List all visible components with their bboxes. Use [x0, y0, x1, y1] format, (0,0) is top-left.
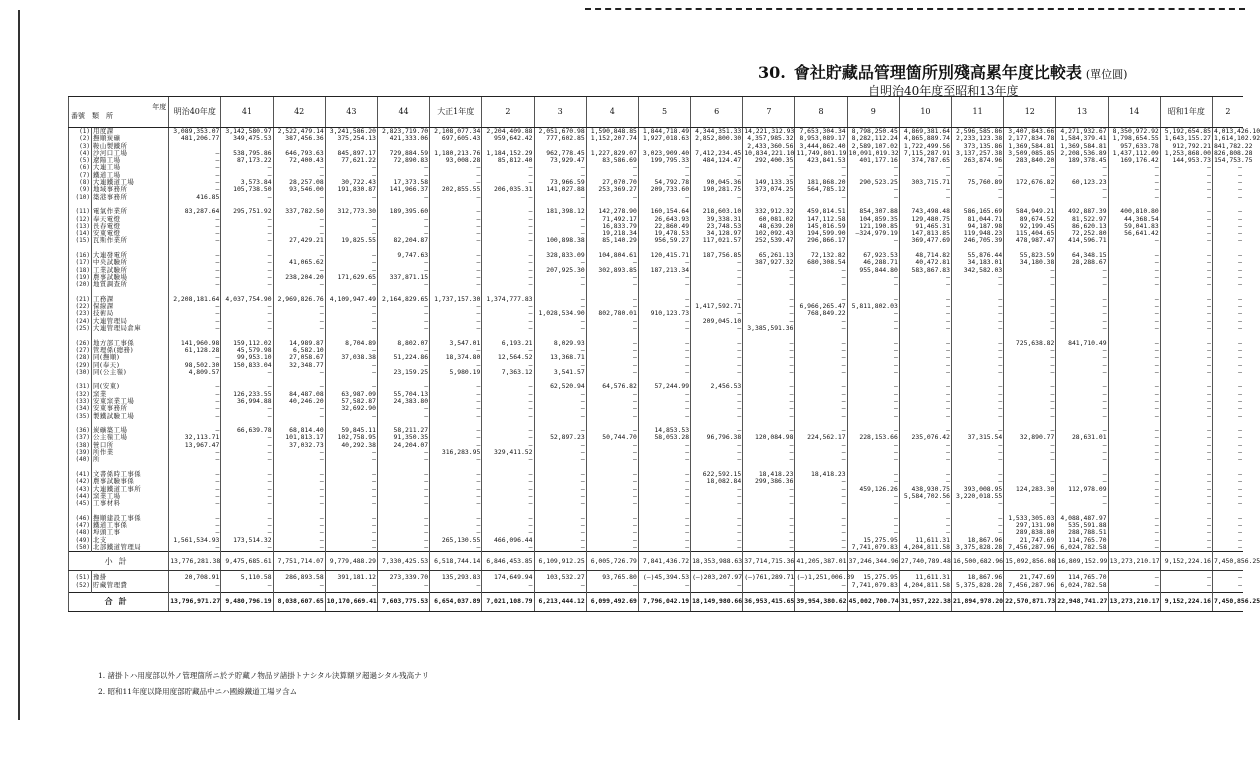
adjust-values: 20,708.91 —: [169, 571, 221, 593]
page-edge-left: [18, 10, 20, 720]
total-value: 10,170,669.41: [325, 592, 377, 611]
year-values: 2,108,077.34 697,605.43 1,180,213.76 93,008.28 — — — 202,855.55 — — — — — — — — — — — 1,737,157.30 — — — — 3,547.01 — 18,374.80 — 5,980.19 — — — — — — — — 316,283.95 — — — — — — — — — 265,130.55 —: [430, 128, 482, 552]
subtotal-value: 9,152,224.16: [1160, 552, 1212, 571]
row-names: 用度課 撫順炭礦 鞍山製鐵所 沙河口工場 遼陽工場 大連工場 鐵道工場 大連鐵道工場 地域事務所 築港事務所 電氣作業所 奉天電燈 長春電燈 安東電燈 瓦斯作業所 大連發電所 中央試驗所 工業試驗所 農事試驗場 地質調查所 工務課 保線課 技術局 大連管理局 大連管理局倉庫 地方部工事係 管理係(總務) 同(撫順) 同(奉天) 同(公主嶺) 同(安東) 窯業 安東窯業工場 安東事務所 製鐵試驗工場 炭礦築工場 公主嶺工場 營口所 所作業 所 文書係時工事係 農事試驗事係 大連鐵道工事所 窯業工場 工事材料 撫順建設工事係 鐵道工事係 埠頭工事 北支 北部鐵道管理局: [91, 128, 168, 552]
adjust-values: 286,893.58 —: [273, 571, 325, 593]
total-value: 7,021,108.79: [482, 592, 534, 611]
adjustment-rows: [69, 571, 1244, 593]
adjust-values: 21,747.69 7,456,287.96: [1004, 571, 1056, 593]
table-number: 30.: [758, 63, 786, 82]
adjust-values: 11,611.31 4,204,811.58: [899, 571, 951, 593]
total-value: 18,149,980.66: [691, 592, 743, 611]
subtotal-value: 7,330,425.53: [377, 552, 429, 571]
year-header: 44: [377, 97, 429, 128]
total-value: 31,957,222.38: [899, 592, 951, 611]
subtotal-value: 15,092,856.08: [1004, 552, 1056, 571]
subtotal-value: 41,205,387.01: [795, 552, 847, 571]
year-header: 3: [534, 97, 586, 128]
total-value: 22,948,741.27: [1056, 592, 1108, 611]
adjust-values: 5,110.58 —: [221, 571, 273, 593]
total-value: 39,954,380.62: [795, 592, 847, 611]
year-header: 6: [691, 97, 743, 128]
year-values: 4,271,932.67 1,584,379.41 1,369,584.81 2,208,536.89 189,378.45 — — 60,123.23 — — 492,887.39 81,522.97 86,620.13 72,252.80 414,596.71 64,348.15 28,288.67 — — — — — — — — 841,710.49 — — — — — — — — — — 28,631.01 — — — — — 112,978.09 — — 4,088,487.97 535,591.88 288,788.51 114,765.70 6,024,782.58: [1056, 128, 1108, 552]
year-header: 8: [795, 97, 847, 128]
subtotal-value: 9,475,685.61: [221, 552, 273, 571]
page-edge-top: [585, 8, 1245, 13]
subtotal-value: 7,841,436.72: [638, 552, 690, 571]
subtotal-value: 7,751,714.07: [273, 552, 325, 571]
year-values: 14,221,312.93 4,357,985.32 2,433,360.56 10,834,221.10 292,400.35 — — 149,133.35 373,074.25 — 332,912.32 60,081.02 48,639.20 102,092.43 252,539.47 65,261.13 387,927.32 — — — — — — — 3,385,591.36 — — — — — — — — — — — 120,084.98 — — — 18,418.23 299,386.36 — — — — — — — —: [744, 127, 795, 551]
year-header: 昭和1年度: [1160, 97, 1212, 128]
year-header: 14: [1108, 97, 1160, 128]
total-value: 9,480,796.19: [221, 592, 273, 611]
total-value: 6,654,037.89: [430, 592, 482, 611]
year-values: 4,344,351.33 2,852,800.30 7,412,234.45 484,124.47 — — 90,045.36 190,281.75 — 218,603.10 39,338.31 23,748.53 34,128.97 117,021.57 187,756.85 — — — — — 1,417,592.71 — 209,045.10 — — — — — — 2,456.53 — — — — — 96,796.38 — — — 622,592.15 18,082.84 — — — — — — — —: [691, 128, 743, 552]
year-header: 5: [638, 97, 690, 128]
data-table: [68, 96, 1260, 612]
subtotal-value: 18,353,988.63: [691, 552, 743, 571]
corner-header: [69, 97, 169, 128]
data-table-wrapper: [68, 96, 1260, 612]
year-header: 42: [273, 97, 325, 128]
year-values: 1,590,848.85 1,152,207.74 1,227,829.07 83,586.69 — — 27,070.70 253,369.27 — 142,278.90 71,492.17 16,833.79 19,218.34 85,140.29 104,804.61 — 302,893.85 — — — — 802,780.01 — — — — — — — 64,576.82 — — — — — 50,744.70 — — — — — — — — — — — — —: [586, 128, 638, 552]
year-header: 4: [586, 97, 638, 128]
adjust-values: 15,275.95 7,741,079.83: [847, 571, 899, 593]
subtotal-value: 6,518,744.14: [430, 552, 482, 571]
total-label: 合計: [69, 592, 169, 611]
adjust-values: 273,339.70 —: [377, 571, 429, 593]
total-value: 6,099,492.69: [586, 592, 638, 611]
total-value: 7,796,042.19: [638, 592, 690, 611]
total-value: 13,273,210.17: [1108, 592, 1160, 611]
year-header: 11: [952, 97, 1004, 128]
row-numbers: (1) (2) (3) (4) (5) (6) (7) (8) (9) (10) (11) (12) (13) (14) (15) (16) (17) (18) (19) (20) (21) (22) (23) (24) (25) (26) (27) (28) (29) (30) (31) (32) (33) (34) (35) (36) (37) (38) (39) (40) (41) (42) (43) (44) (45) (46) (47) (48) (49) (50): [69, 128, 92, 552]
subtotal-value: 16,809,152.99: [1056, 552, 1108, 571]
table-subtitle: 自明治40年度至昭和13年度: [868, 84, 1019, 98]
body-rows: [69, 128, 1244, 552]
subtotal-value: 9,779,488.29: [325, 552, 377, 571]
adjust-row-names: 豫掛 貯藏管理費: [91, 571, 168, 593]
adjust-values: — —: [1160, 571, 1212, 593]
total-value: 36,953,415.65: [743, 592, 795, 611]
adjust-values: 93,765.80 —: [586, 571, 638, 593]
year-values: 2,051,670.98 777,602.85 962,778.45 73,929.47 — — 73,966.59 141,027.88 — 181,398.12 — — — 100,898.38 328,833.09 — 207,925.30 — — — — 1,028,534.90 — — 8,029.93 — 13,368.71 — 3,541.57 62,520.94 — — — — — 52,897.23 — — — — — — — — — — — — —: [534, 128, 586, 552]
year-values: 8,798,250.45 8,282,112.24 2,589,107.02 10,091,019.32 401,177.16 — — 290,523.25 — — 854,307.88 104,859.35 121,190.85 —324,979.19 — 67,923.53 46,288.71 955,844.80 — — — 5,811,802.03 — — — — — — — — — — — — — — 228,153.66 — — — — — 459,126.26 — — — — — 15,275.95 7,741,079.83: [848, 127, 899, 551]
adjust-values: 103,532.27 —: [534, 571, 586, 593]
subtotal-value: 6,109,912.25: [534, 552, 586, 571]
year-values: 4,013,426.10 1,614,102.92 841,782.22 826,808.28 154,753.75 — — — — — — — — — — — — — — — — — — — — — — — — — — — — — — — — — — — — — — — — — — — — —: [1213, 127, 1260, 551]
year-header: 2: [1212, 97, 1243, 128]
year-header: 41: [221, 97, 273, 128]
adjust-values: (—)1,251,006.39 —: [795, 571, 847, 593]
total-value: 8,038,607.65: [273, 592, 325, 611]
table-title-text: 會社貯藏品管理箇所別殘高累年度比較表: [793, 63, 1082, 82]
header-row: [69, 97, 1244, 128]
adjust-values: (—)203,207.97 —: [691, 571, 743, 593]
subtotal-value: 6,005,726.79: [586, 552, 638, 571]
subtotal-value: 13,776,281.38: [169, 552, 221, 571]
year-header: 13: [1056, 97, 1108, 128]
subtotal-value: 16,500,682.96: [952, 552, 1004, 571]
adjust-values: (—)45,394.53 —: [638, 571, 690, 593]
adjust-values: 114,765.70 6,024,782.58: [1056, 571, 1108, 593]
adjust-values: — —: [1108, 571, 1160, 593]
subtotal-value: 37,714,715.36: [743, 552, 795, 571]
year-values: 7,653,304.34 8,953,089.17 3,444,862.40 11,749,801.19 423,841.53 — — 181,868.20 564,785.12 — 459,814.51 147,112.58 145,016.59 194,599.90 296,866.17 72,132.82 680,308.54 — — — — 6,966,265.47 768,849.22 — — — — — — — — — — — — — 224,562.17 — — — 18,418.23 — — — — — — — — —: [796, 127, 847, 551]
unit-label: (單位圓): [1085, 68, 1128, 81]
adjust-row-numbers: (51) (52): [69, 571, 92, 593]
subtotal-row: [69, 552, 1244, 571]
year-header: 明治40年度: [169, 97, 221, 128]
subtotal-value: 6,846,453.85: [482, 552, 534, 571]
subtotal-label: 小計: [69, 552, 169, 571]
adjust-values: 174,649.94 —: [482, 571, 534, 593]
adjust-values: 135,293.83 —: [430, 571, 482, 593]
year-header: 7: [743, 97, 795, 128]
adjust-values: — —: [1212, 571, 1243, 593]
year-values: 5,192,654.85 1,643,155.27 912,792.21 1,253,868.00 144,953.73 — — — — — — — — — — — — — — — — — — — — — — — — — — — — — — — — — — — — — — — — — — — — —: [1160, 128, 1212, 552]
total-value: 13,796,971.27: [169, 592, 221, 611]
total-value: 9,152,224.16: [1160, 592, 1212, 611]
year-values: 3,241,586.20 375,254.13 845,897.17 77,621.22 — — 30,722.43 191,830.87 — 312,773.30 — — — 19,825.55 — — — 171,629.65 — 4,109,947.49 — — — — 8,704.89 — 37,038.38 — — — 63,987.09 57,582.87 32,692.90 — 59,845.11 102,758.95 40,292.38 — — — — — — — — — — — —: [325, 128, 377, 552]
year-values: 2,596,585.86 2,233,123.38 373,135.86 3,137,257.38 263,874.96 — — 75,760.89 — — 586,165.69 81,044.71 94,187.98 119,948.23 246,705.39 55,876.44 34,183.01 342,582.03 — — — — — — — — — — — — — — — — — — 37,315.54 — — — — — 393,008.95 3,220,018.55 — — — — 18,867.96 3,375,828.28: [952, 128, 1004, 552]
subtotal-value: 37,246,344.96: [847, 552, 899, 571]
adjust-values: 391,181.12 —: [325, 571, 377, 593]
footnotes: [98, 668, 429, 700]
subtotal-value: 27,740,789.48: [899, 552, 951, 571]
year-header: 大正1年度: [430, 97, 482, 128]
year-header: 10: [899, 97, 951, 128]
total-value: 6,213,444.12: [534, 592, 586, 611]
year-values: 1,844,718.49 1,927,018.63 3,023,909.40 199,795.33 — — 54,792.78 209,733.60 — 160,154.64 26,643.93 22,860.49 19,478.53 956,59.27 120,415.71 — 187,213.34 — — — — 910,123.73 — — — — — — — 57,244.99 — — — — 14,853.53 58,053.28 — — — — — — — — — — — — —: [638, 128, 690, 552]
total-row: [69, 592, 1244, 611]
year-values: 2,522,479.14 387,456.36 646,793.63 72,400.43 — — 28,257.08 93,546.00 — 337,782.50 — — — 27,429.21 — 41,065.62 — 238,204.20 — 2,969,826.76 — — — — 14,989.87 6,582.10 27,058.67 32,348.77 — — 84,487.08 40,246.20 — — 68,814.40 101,813.17 37,032.73 — — — — — — — — — — — —: [273, 128, 325, 552]
year-values: 3,089,353.07 481,206.77 — — — — — — 416.85 83,287.64 — — — — — — — — — 2,208,181.64 — — — — 141,960.98 61,128.28 — 98,502.30 4,809.57 — — — — — — 32,113.71 13,967.47 — — — — — — — — — — 1,561,534.93 —: [169, 128, 221, 552]
year-values: 4,869,381.64 4,865,889.74 1,722,499.56 7,115,287.91 374,787.65 — — 303,715.71 — — 743,498.48 129,480.75 91,465.31 147,813.85 369,477.69 48,714.82 40,472.81 583,867.83 — — — — — — — — — — — — — — — — — — 235,076.42 — — — — — 438,930.75 5,584,702.56 — — — — 11,611.31 4,204,811.58: [899, 128, 951, 552]
corner-category-label: 番號 類 所: [71, 112, 113, 120]
year-header: 2: [482, 97, 534, 128]
year-values: 2,823,719.70 421,333.06 729,884.59 72,890.83 — — 17,373.58 141,966.37 — 189,395.60 — — — 82,204.87 9,747.63 — — 337,871.15 — 2,164,829.65 — — — — 8,802.07 — 51,224.86 — 23,159.25 — 55,704.13 24,383.80 — — 58,211.27 91,350.35 24,204.07 — — — — — — — — — — — —: [377, 128, 429, 552]
year-values: 2,204,409.88 959,642.42 1,184,152.29 85,812.40 — — — 206,035.31 — — — — — — — — — — — 1,374,777.83 — — — — 6,193.21 — 12,564.52 — 7,363.12 — — — — — — — — 329,411.52 — — — — — — — — — 466,096.44 —: [482, 128, 534, 552]
year-values: 3,142,580.97 349,475.53 538,795.86 87,173.22 — — 3,573.84 105,738.50 — 295,751.92 — — — — — — — — — 4,037,754.90 — — — — 159,112.02 45,579.98 99,953.10 150,833.04 — — 126,233.55 36,994.88 — — 66,639.78 — — — — — — — — — — — — 173,514.32 —: [221, 128, 273, 552]
table-title: [758, 60, 1127, 83]
footnote: 1. 諸掛トハ用度部以外ノ管理箇所ニ於テ貯藏ノ物品ヲ諸掛トナシタル決算額ヲ超過シタル残高ナリ: [98, 671, 430, 680]
year-header: 43: [325, 97, 377, 128]
footnote: 2. 昭和11年度以降用度部貯藏品中ニハ國線鐵道工場ヲ含ム: [98, 687, 298, 696]
year-header: 12: [1004, 97, 1056, 128]
adjust-values: 18,867.96 5,375,828.28: [952, 571, 1004, 593]
total-value: 7,603,775.53: [377, 592, 429, 611]
year-values: 3,407,843.66 2,177,834.78 1,369,584.81 3,509,085.85 283,840.20 — — 172,676.82 — — 584,949.21 89,674.52 92,199.45 115,404.65 478,987.47 55,823.59 34,180.38 — — — — — — — — 725,638.82 — — — — — — — — — — 32,890.77 — — — — — 124,283.30 — — 1,533,305.03 297,131.90 289,838.80 21,747.69 7,456,287.96: [1004, 128, 1056, 552]
year-values: 8,350,972.92 1,798,654.55 957,633.78 1,437,112.09 169,176.42 — — — — — 400,810.80 44,368.54 59,041.83 56,641.42 — — — — — — — — — — — — — — — — — — — — — — — — — — — — — — — — — — — —: [1108, 128, 1160, 552]
total-value: 22,570,871.73: [1004, 592, 1056, 611]
corner-year-label: 年度: [152, 103, 167, 111]
adjust-values: (—)761,289.71 —: [743, 571, 795, 593]
subtotal-value: 7,450,856.25: [1212, 552, 1243, 571]
total-value: 7,450,856.25: [1212, 592, 1243, 611]
year-header: 9: [847, 97, 899, 128]
subtotal-value: 13,273,210.17: [1108, 552, 1160, 571]
total-value: 21,894,978.20: [952, 592, 1004, 611]
total-value: 45,002,700.74: [847, 592, 899, 611]
